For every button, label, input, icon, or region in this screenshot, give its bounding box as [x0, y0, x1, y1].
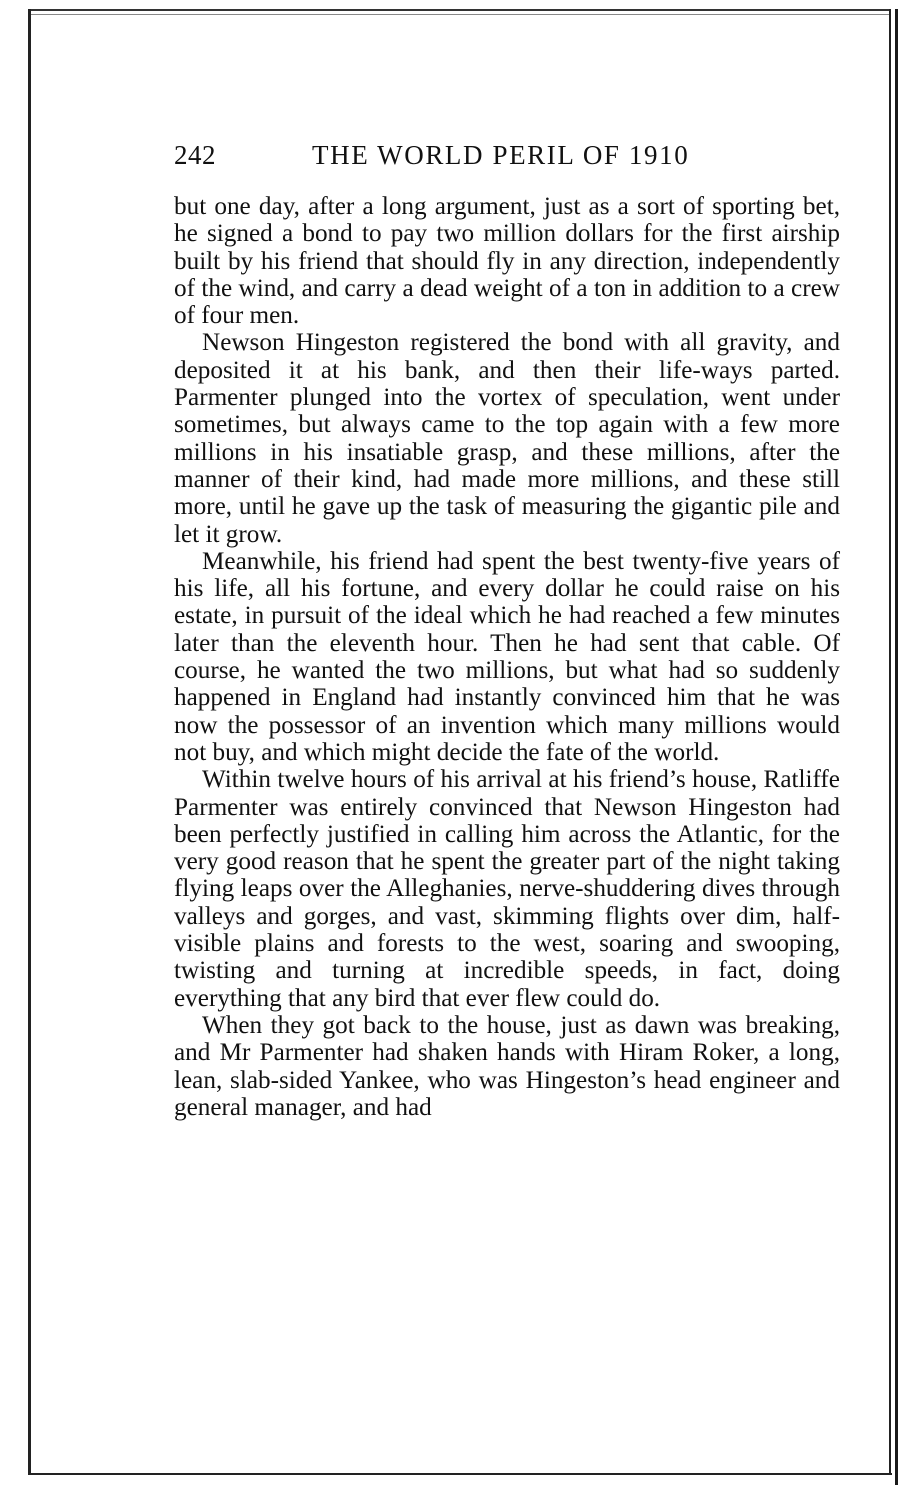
page-number: 242	[174, 140, 216, 170]
body-text	[174, 193, 840, 1121]
paragraph-5: When they got back to the house, just as dawn was breaking, and Mr Parmenter had shaken hands with Hiram Roker, a long, lean, slab-sided Yankee, who was Hingeston’s head engineer and general manager, and had	[174, 1011, 840, 1121]
running-head	[174, 140, 840, 180]
paragraph-4: Within twelve hours of his arrival at his friend’s house, Ratliffe Parmenter was entirely convinced that Newson Hingeston had been perfectly justified in calling him across the Atlantic, for the very good reason that he spent the greater part of the night taking flying leaps over the Alleghanies, nerve-shuddering dives through valleys and gorges, and vast, skimming flights over dim, half-visible plains and forests to the west, soaring and swooping, twisting and turning at incredible speeds, in fact, doing everything that any bird that ever flew could do.	[174, 766, 840, 1012]
running-title: THE WORLD PERIL OF 1910	[312, 140, 690, 170]
paragraph-2: Newson Hingeston registered the bond with all gravity, and deposited it at his bank, and then their life-ways parted. Parmenter plunged into the vortex of speculation, went under sometimes, but always came to the top again with a few more millions in his insatiable grasp, and these millions, after the manner of their kind, had made more millions, and these still more, until he gave up the task of measuring the gigantic pile and let it grow.	[174, 329, 840, 548]
paragraph-3: Meanwhile, his friend had spent the best twenty-five years of his life, all his fortune, and every dollar he could raise on his estate, in pursuit of the ideal which he had reached a few minutes later than the eleventh hour. Then he had sent that cable. Of course, he wanted the two millions, but what had so suddenly happened in England had instantly convinced him that he was now the possessor of an invention which many millions would not buy, and which might decide the fate of the world.	[174, 547, 840, 766]
paragraph-1: but one day, after a long argument, just as a sort of sporting bet, he signed a bond to pay two million dollars for the first airship built by his friend that should fly in any direction, independently of the wind, and carry a dead weight of a ton in addition to a crew of four men.	[174, 193, 840, 330]
